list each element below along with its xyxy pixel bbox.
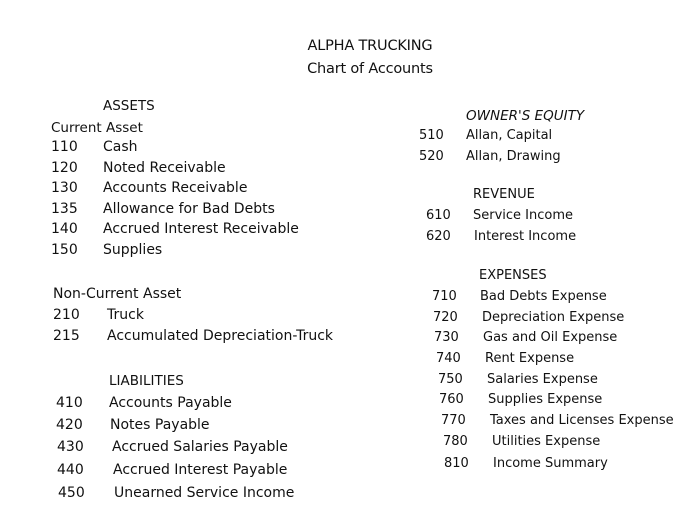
liabilities-heading: LIABILITIES [109,373,184,389]
revenue-heading: REVENUE [473,187,535,202]
account-code: 210 [53,307,80,323]
owners-equity-heading: OWNER'S EQUITY [466,108,585,124]
account-name: Gas and Oil Expense [483,330,618,345]
account-name: Unearned Service Income [114,485,295,501]
account-name: Rent Expense [485,351,575,366]
account-name: Accrued Salaries Payable [112,439,288,455]
account-code: 740 [436,351,461,366]
noncurrent-asset-label: Non-Current Asset [53,286,182,302]
account-row [57,439,288,455]
account-code: 410 [56,395,83,411]
account-row [53,328,334,344]
account-row [433,310,625,325]
account-code: 140 [51,221,78,237]
account-code: 450 [58,485,85,501]
account-code: 760 [439,392,464,407]
account-code: 420 [56,417,83,433]
account-row [432,289,607,304]
account-row [436,351,575,366]
account-name: Truck [107,307,144,323]
account-row [441,413,674,428]
account-code: 730 [434,330,459,345]
account-row [56,395,232,411]
account-name: Allan, Drawing [466,149,561,164]
account-row [434,330,618,345]
account-name: Interest Income [474,229,577,244]
document-subtitle: Chart of Accounts [307,61,433,77]
account-name: Allowance for Bad Debts [103,201,275,217]
account-name: Taxes and Licenses Expense [490,413,674,428]
account-row [439,392,603,407]
account-row [438,372,598,387]
account-name: Allan, Capital [466,128,553,143]
account-code: 610 [426,208,451,223]
account-row [51,201,275,217]
account-row [51,139,138,155]
account-name: Noted Receivable [103,160,226,176]
account-name: Utilities Expense [492,434,601,449]
account-code: 430 [57,439,84,455]
account-name: Depreciation Expense [482,310,625,325]
account-name: Salaries Expense [487,372,598,387]
account-code: 215 [53,328,80,344]
account-name: Notes Payable [110,417,210,433]
account-name: Accrued Interest Payable [113,462,288,478]
account-row [56,417,210,433]
account-row [58,485,295,501]
current-asset-label: Current Asset [51,120,143,136]
account-row [426,229,577,244]
account-code: 770 [441,413,466,428]
account-name: Bad Debts Expense [480,289,607,304]
account-code: 620 [426,229,451,244]
account-code: 135 [51,201,78,217]
account-code: 120 [51,160,78,176]
account-name: Supplies Expense [488,392,603,407]
account-name: Accounts Receivable [103,180,248,196]
company-title: ALPHA TRUCKING [307,38,433,54]
account-name: Accounts Payable [109,395,232,411]
account-code: 130 [51,180,78,196]
account-code: 510 [419,128,444,143]
account-code: 750 [438,372,463,387]
account-code: 110 [51,139,78,155]
account-name: Service Income [473,208,574,223]
account-row [53,307,144,323]
account-code: 440 [57,462,84,478]
account-code: 810 [444,456,469,471]
account-code: 710 [432,289,457,304]
account-row [51,221,299,237]
account-code: 780 [443,434,468,449]
account-code: 520 [419,149,444,164]
account-name: Accumulated Depreciation-Truck [107,328,334,344]
account-name: Cash [103,139,138,155]
account-name: Accrued Interest Receivable [103,221,299,237]
account-row [419,128,553,143]
expenses-heading: EXPENSES [479,268,547,283]
account-code: 720 [433,310,458,325]
account-row [51,160,226,176]
account-row [419,149,561,164]
assets-heading: ASSETS [103,98,155,114]
account-row [51,180,248,196]
account-name: Income Summary [493,456,608,471]
account-row [443,434,601,449]
account-row [426,208,574,223]
account-code: 150 [51,242,78,258]
account-row [51,242,163,258]
account-name: Supplies [103,242,163,258]
account-row [57,462,288,478]
account-row [444,456,608,471]
